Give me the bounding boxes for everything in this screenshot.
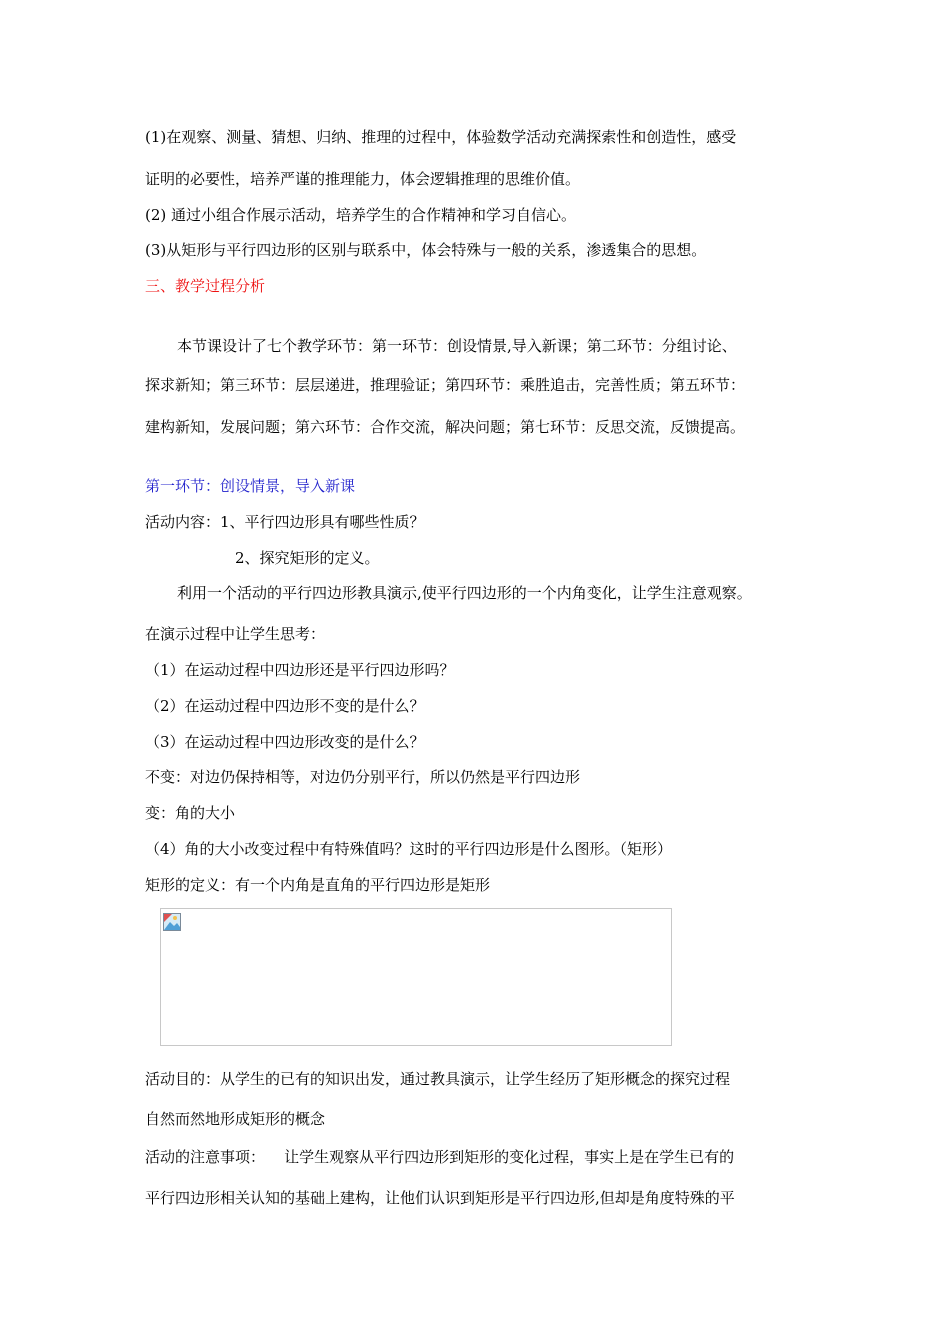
changed-answer: 变：角的大小 xyxy=(145,804,236,822)
activity-content-item-2: 2、探究矩形的定义。 xyxy=(235,549,380,567)
question-4: （4）角的大小改变过程中有特殊值吗？这时的平行四边形是什么图形。（矩形） xyxy=(145,840,673,858)
activity-content-label: 活动内容：1、平行四边形具有哪些性质？ xyxy=(145,513,425,531)
demo-description: 利用一个活动的平行四边形教具演示,使平行四边形的一个内角变化，让学生注意观察。 xyxy=(177,584,752,602)
purpose-line-1: 活动目的：从学生的已有的知识出发，通过教具演示，让学生经历了矩形概念的探究过程 xyxy=(145,1070,731,1088)
unchanged-answer: 不变：对边仍保持相等，对边仍分别平行，所以仍然是平行四边形 xyxy=(145,768,581,786)
stage-heading: 第一环节：创设情景，导入新课 xyxy=(145,477,356,495)
overview-line-2: 探求新知；第三环节：层层递进，推理验证；第四环节：乘胜追击，完善性质；第五环节： xyxy=(145,376,746,394)
overview-line-3: 建构新知，发展问题；第六环节：合作交流，解决问题；第七环节：反思交流，反馈提高。 xyxy=(145,418,746,436)
objective-line-3: (2) 通过小组合作展示活动，培养学生的合作精神和学习自信心。 xyxy=(145,206,577,224)
question-1: （1）在运动过程中四边形还是平行四边形吗？ xyxy=(145,661,455,679)
notes-line-1: 活动的注意事项： 让学生观察从平行四边形到矩形的变化过程，事实上是在学生已有的 xyxy=(145,1148,735,1166)
question-2: （2）在运动过程中四边形不变的是什么？ xyxy=(145,697,425,715)
image-placeholder xyxy=(160,908,672,1046)
section-heading: 三、教学过程分析 xyxy=(145,277,266,295)
notes-line-2: 平行四边形相关认知的基础上建构，让他们认识到矩形是平行四边形,但却是角度特殊的平 xyxy=(145,1189,735,1207)
overview-line-1: 本节课设计了七个教学环节：第一环节：创设情景,导入新课；第二环节：分组讨论、 xyxy=(177,337,737,355)
objective-line-1: (1)在观察、测量、猜想、归纳、推理的过程中，体验数学活动充满探索性和创造性，感受 xyxy=(145,128,737,146)
question-3: （3）在运动过程中四边形改变的是什么？ xyxy=(145,733,425,751)
purpose-line-2: 自然而然地形成矩形的概念 xyxy=(145,1110,326,1128)
rectangle-definition: 矩形的定义：有一个内角是直角的平行四边形是矩形 xyxy=(145,876,491,894)
broken-image-icon xyxy=(163,913,181,931)
objective-line-2: 证明的必要性，培养严谨的推理能力，体会逻辑推理的思维价值。 xyxy=(145,170,581,188)
think-prompt: 在演示过程中让学生思考： xyxy=(145,625,326,643)
objective-line-4: (3)从矩形与平行四边形的区别与联系中，体会特殊与一般的关系，渗透集合的思想。 xyxy=(145,241,707,259)
